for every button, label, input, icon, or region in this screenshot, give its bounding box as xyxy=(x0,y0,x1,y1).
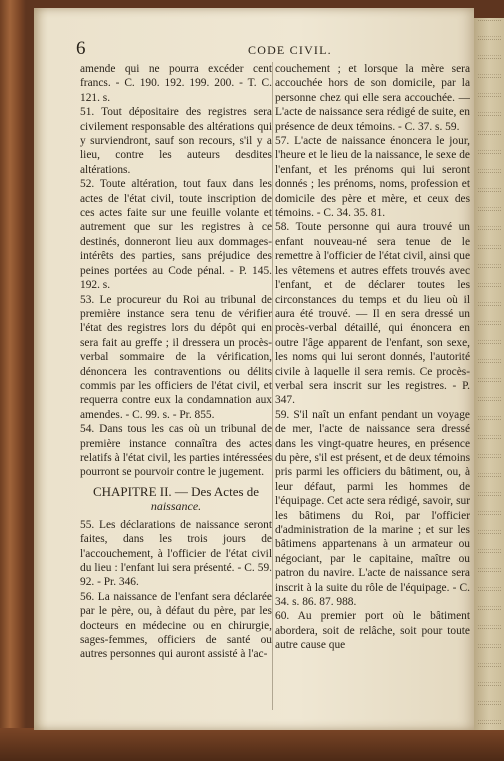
page-number: 6 xyxy=(76,38,86,59)
facing-page-text-line xyxy=(478,172,501,189)
right-column xyxy=(275,62,470,712)
article-paragraph: 51. Tout dépositaire des registres sera civilement responsable des altérations qui y surviendront, sauf son recours, s'il y a lieu, contre les auteurs desdites altérations. xyxy=(80,106,272,176)
left-column xyxy=(80,62,272,712)
facing-page-text-line xyxy=(478,590,501,607)
article-paragraph: couchement ; et lorsque la mère sera accouchée hors de son domicile, par la personne chez qui elle sera accouchée. — L'acte de naissance sera rédigé de suite, en présence de deux témoins. - C. 37. s. 59. xyxy=(275,63,470,133)
facing-page-text-line xyxy=(478,153,501,170)
facing-page-text-line xyxy=(478,723,501,730)
facing-page-text-line xyxy=(478,77,501,94)
facing-page-text-line xyxy=(478,628,501,645)
article-paragraph: 60. Au premier port où le bâtiment abordera, soit de relâche, soit pour toute autre cause que xyxy=(275,610,470,652)
facing-page-text-line xyxy=(478,514,501,531)
running-title: CODE CIVIL. xyxy=(248,43,332,57)
chapter-subtitle: naissance. xyxy=(150,498,202,513)
book-cover-bottom-edge xyxy=(0,728,504,761)
article-paragraph: 56. La naissance de l'enfant sera déclarée par le père, ou, à défaut du père, par les docteurs en médecine ou en chirurgie, sages-femmes, officiers de santé ou autres personnes qui auront assisté à l'ac- xyxy=(80,590,272,661)
facing-page-text-line xyxy=(478,685,501,702)
article-paragraph: amende qui ne pourra excéder cent francs. - C. 190. 192. 199. 200. - T. C. 121. s. xyxy=(80,63,272,104)
facing-page-text-line xyxy=(478,647,501,664)
facing-page-text-line xyxy=(478,267,501,284)
facing-page-text-line xyxy=(478,210,501,227)
facing-page-text-line xyxy=(478,248,501,265)
article-paragraph: 58. Toute personne qui aura trouvé un enfant nouveau-né sera tenue de le remettre à l'officier de l'état civil, ainsi que les vêtemens et autres effets trouvés avec l'enfant, et de déclarer toutes les circonstances du temps et du lieu où il aura été trouvé. — Il en sera dressé un procès-verbal détaillé, qui énoncera en outre l'âge apparent de l'enfant, son sexe, les noms qui lui seront donnés, l'autorité civile à laquelle il sera remis. Ce procès-verbal sera inscrit sur les registres. - P. 347. xyxy=(275,221,470,407)
column-divider xyxy=(272,62,273,710)
facing-page-text-line xyxy=(478,20,501,37)
chapter-title: CHAPITRE II. — Des Actes de xyxy=(92,483,260,499)
facing-page-text-line xyxy=(478,134,501,151)
facing-page-text-line xyxy=(478,533,501,550)
page-header xyxy=(76,38,470,58)
facing-page-text-line xyxy=(478,666,501,683)
facing-page-edge xyxy=(474,18,504,730)
facing-page-text-line xyxy=(478,191,501,208)
facing-page-text-line xyxy=(478,571,501,588)
facing-page-text-line xyxy=(478,305,501,322)
facing-page-text-line xyxy=(478,343,501,360)
article-paragraph: 54. Dans tous les cas où un tribunal de première instance connaîtra des actes relatifs à l'état civil, les parties intéressées pourront se pourvoir contre le jugement. xyxy=(80,423,272,479)
article-paragraph: 53. Le procureur du Roi au tribunal de première instance sera tenu de vérifier l'état des registres lors du dépôt qui en sera fait au greffe ; il dressera un procès-verbal sommaire de la vérification, dénoncera les contraventions ou délits commis par les officiers de l'état civil, et requerra contre eux la condamnation aux amendes. - C. 99. s. - Pr. 855. xyxy=(80,293,272,421)
chapter-heading xyxy=(80,484,272,514)
facing-page-text-line xyxy=(478,229,501,246)
facing-page-text-line xyxy=(478,704,501,721)
facing-page-text-line xyxy=(478,324,501,341)
facing-page-text-line xyxy=(478,457,501,474)
article-paragraph: 59. S'il naît un enfant pendant un voyage de mer, l'acte de naissance sera dressé dans les vingt-quatre heures, en présence du père, s'il est présent, et de deux témoins pris parmi les officiers du bâtiment, ou, à leur défaut, parmi les hommes de l'équipage. Cet acte sera rédigé, savoir, sur les bâtimens du Roi, par l'officier d'administration de la marine ; et sur les bâtimens appartenans à un armateur ou négociant, par le capitaine, maître ou patron du navire. L'acte de naissance sera inscrit à la suite du rôle de l'équipage. - C. 34. s. 86. 87. 988. xyxy=(275,408,470,609)
facing-page-text-line xyxy=(478,96,501,113)
article-paragraph: 52. Toute altération, tout faux dans les actes de l'état civil, toute inscription de ces actes faite sur une feuille volante et autrement que sur les registres à ce destinés, donneront lieu aux dommages-intérêts des parties, sans préjudice des peines portées au Code pénal. - P. 145. 192. s. xyxy=(80,178,272,292)
facing-page-text-line xyxy=(478,39,501,56)
facing-page-text-line xyxy=(478,58,501,75)
facing-page-text-line xyxy=(478,552,501,569)
facing-page-text-line xyxy=(478,115,501,132)
facing-page-text-line xyxy=(478,609,501,626)
facing-page-text-line xyxy=(478,400,501,417)
facing-page-text-line xyxy=(478,362,501,379)
article-paragraph: 57. L'acte de naissance énoncera le jour, l'heure et le lieu de la naissance, le sexe de l'enfant, et les prénoms qui lui seront donnés ; les prénoms, noms, profession et domicile des père et mère, et ceux des témoins. - C. 34. 35. 81. xyxy=(275,135,470,220)
facing-page-text-line xyxy=(478,419,501,436)
facing-page-text-line xyxy=(478,438,501,455)
facing-page-text-line xyxy=(478,286,501,303)
article-paragraph: 55. Les déclarations de naissance seront faites, dans les trois jours de l'accouchement, à l'officier de l'état civil du lieu : l'enfant lui sera présenté. - C. 59. 92. - Pr. 346. xyxy=(80,518,272,589)
facing-page-text-line xyxy=(478,476,501,493)
facing-page-text-line xyxy=(478,495,501,512)
facing-page-text-line xyxy=(478,381,501,398)
